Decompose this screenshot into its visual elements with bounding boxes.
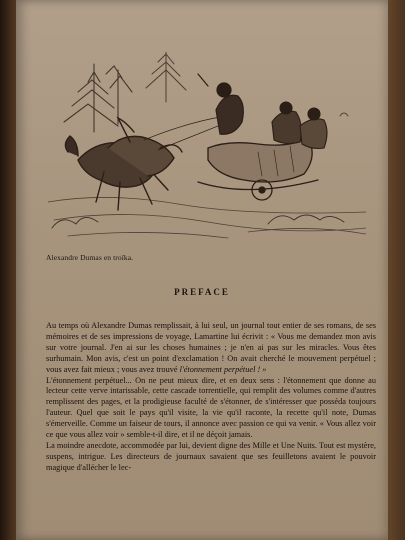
paragraph-3-text: La moindre anecdote, accommodée par lui, devient digne des Mille et Une Nuits. Tout est mystère, suspens, intrigue. Les directeurs de journaux savaient que ses feuilletons avaient le pouvoir magique d'allécher le lec- bbox=[46, 440, 376, 472]
snowy-tree-center bbox=[146, 52, 186, 102]
body-text bbox=[46, 321, 376, 474]
section-heading: PREFACE bbox=[174, 287, 230, 297]
paragraph-2-text: L'étonnement perpétuel... On ne peut mieux dire, et en deux sens : l'étonnement que donne au lecteur cette verve intarissable, cette cascade torrentielle, qui remplit des volumes comme d'autres remplissent des pages, et la prodigieuse faculté de s'étonner, de s'intéresser que posséda toujours l'auteur. Quel que soit le pays qu'il visite, la vie qu'il raconte, la recette qu'il note, Dumas s'émerveille. Comme un faiseur de tours, il annonce avec passion ce qui va venir. « Vous allez voir ce que vous allez voir » semble-t-il dire, et il ne déçoit jamais. bbox=[46, 375, 376, 440]
illustration-caption: Alexandre Dumas en troïka. bbox=[46, 253, 134, 262]
book-page bbox=[16, 0, 388, 540]
paragraph-1-text: Au temps où Alexandre Dumas remplissait, à lui seul, un journal tout entier de ses romans, de ses mémoires et de ses impressions de voyage, Lamartine lui écrivit : « Vous me demandez mon avis sur votre journal. J'en ai sur les choses humaines ; je n'en ai pas sur les miracles. Vous êtes surhumain. Mon avis, c'est un point d'exclamation ! On avait cherché le mouvement perpétuel ; vous avez fait mieux ; vous avez trouvé bbox=[46, 321, 376, 374]
paragraph-1 bbox=[46, 321, 376, 376]
paragraph-2 bbox=[46, 376, 376, 441]
sleigh bbox=[198, 138, 318, 200]
troika-illustration bbox=[48, 52, 366, 244]
driver-figure bbox=[198, 74, 243, 134]
paragraph-3 bbox=[46, 441, 376, 474]
snowy-tree-left bbox=[64, 64, 132, 132]
snow-ground bbox=[48, 197, 366, 238]
passenger-figures bbox=[272, 102, 327, 149]
paragraph-1-italic: l'étonnement perpétuel ! » bbox=[179, 364, 267, 374]
foreground-bushes bbox=[52, 215, 344, 228]
distant-mark bbox=[340, 113, 348, 116]
